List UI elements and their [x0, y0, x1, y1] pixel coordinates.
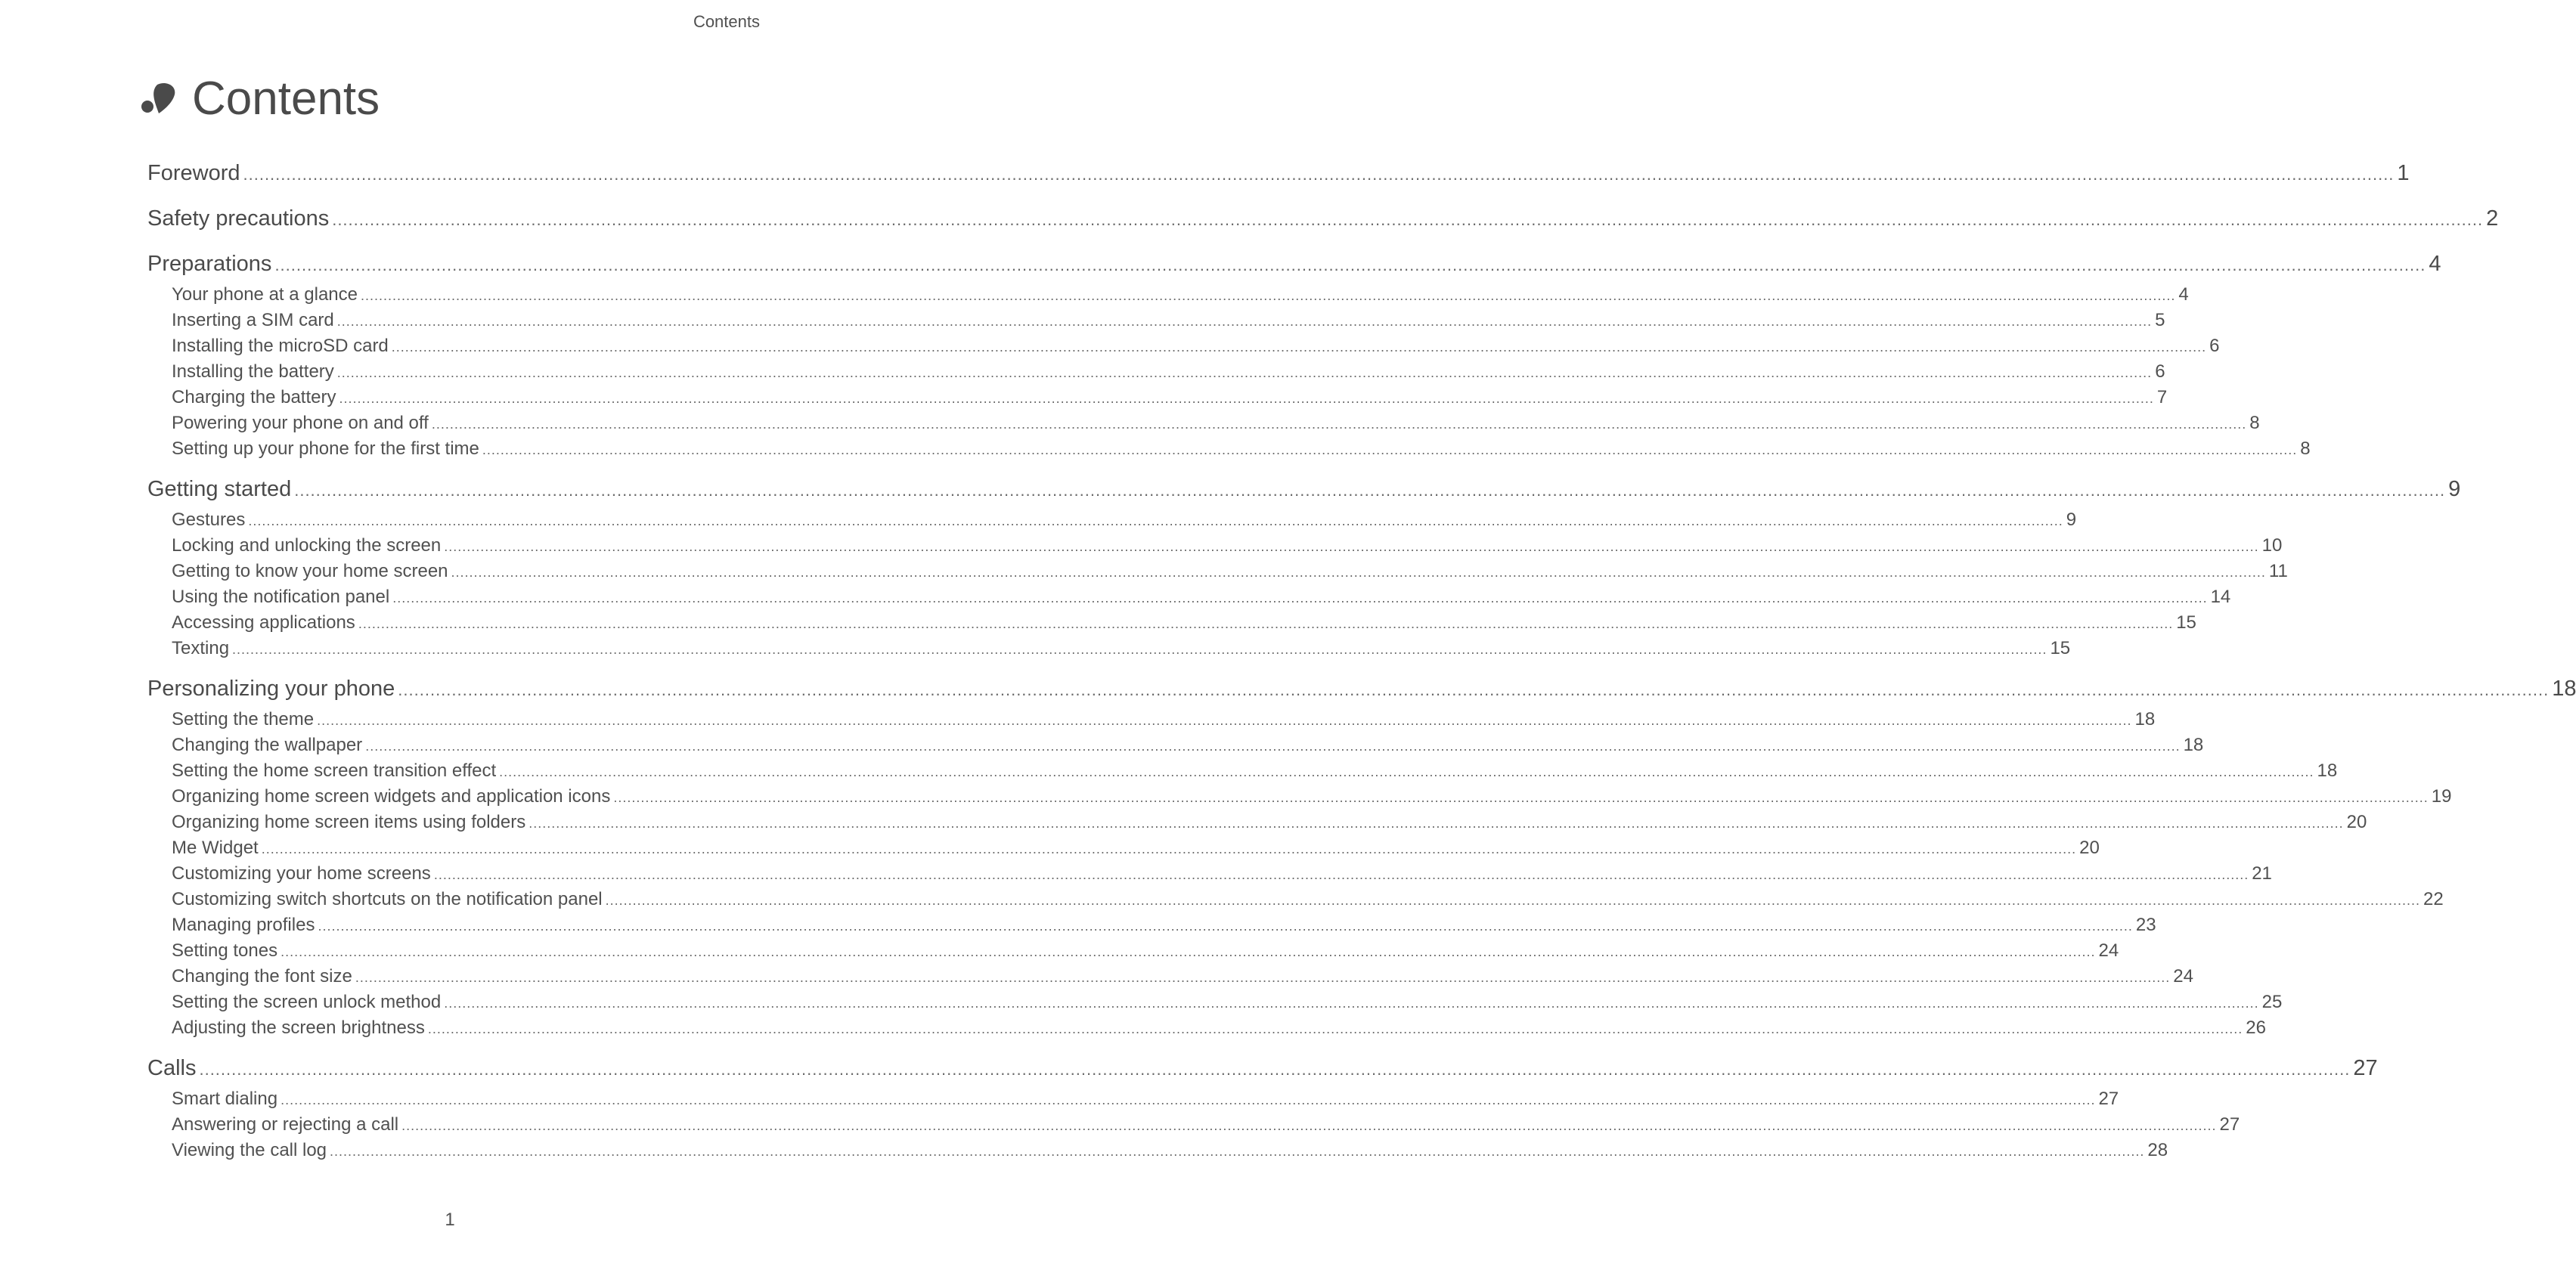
toc-leader-dots: ................................................................................................................................................................................................................................................................................................................................................................................................................ [451, 565, 2266, 580]
toc-section [147, 200, 2499, 237]
toc-entry-page: 4 [2178, 284, 2189, 305]
toc-entry-page: 21 [2252, 863, 2272, 884]
toc-section-entry[interactable] [147, 733, 2204, 758]
toc-leader-dots: ................................................................................................................................................................................................................................................................................................................................................................................................................ [605, 893, 2421, 908]
toc-entry-title: Safety precautions [147, 206, 330, 231]
toc-section-entry[interactable] [147, 410, 2260, 436]
toc-entry-page: 23 [2135, 915, 2156, 935]
toc-section [147, 671, 2576, 1041]
toc-leader-dots: ................................................................................................................................................................................................................................................................................................................................................................................................................ [330, 1144, 2145, 1159]
toc-entry-page: 8 [2300, 438, 2311, 459]
toc-leader-dots: ................................................................................................................................................................................................................................................................................................................................................................................................................ [398, 680, 2550, 699]
toc-leader-dots: ................................................................................................................................................................................................................................................................................................................................................................................................................ [444, 539, 2259, 554]
toc-chapter-entry[interactable] [147, 471, 2461, 507]
toc-entry-title: Locking and unlocking the screen [172, 535, 442, 556]
toc-section-entry[interactable] [147, 784, 2452, 810]
toc-entry-title: Customizing switch shortcuts on the notification panel [172, 889, 603, 909]
toc-leader-dots: ................................................................................................................................................................................................................................................................................................................................................................................................................ [529, 816, 2344, 831]
toc-entry-title: Installing the microSD card [172, 336, 389, 356]
toc-entry-title: Viewing the call log [172, 1140, 327, 1160]
toc-section [147, 155, 2410, 191]
toc-leader-dots: ................................................................................................................................................................................................................................................................................................................................................................................................................ [358, 616, 2174, 631]
toc-leader-dots: ................................................................................................................................................................................................................................................................................................................................................................................................................ [336, 314, 2153, 329]
toc-entry-page: 20 [2079, 838, 2100, 858]
toc-section-entry[interactable] [147, 559, 2288, 584]
toc-entry-page: 26 [2246, 1017, 2266, 1038]
toc-section-entry[interactable] [147, 1112, 2240, 1138]
toc-leader-dots: ................................................................................................................................................................................................................................................................................................................................................................................................................ [391, 339, 2207, 355]
toc-section [147, 471, 2461, 661]
toc-leader-dots: ................................................................................................................................................................................................................................................................................................................................................................................................................ [261, 841, 2077, 856]
toc-entry-page: 27 [2098, 1089, 2119, 1109]
toc-entry-title: Using the notification panel [172, 587, 390, 607]
toc-leader-dots: ................................................................................................................................................................................................................................................................................................................................................................................................................ [336, 365, 2153, 380]
toc-entry-title: Calls [147, 1056, 197, 1080]
toc-leader-dots: ................................................................................................................................................................................................................................................................................................................................................................................................................ [365, 739, 2181, 754]
toc-entry-page: 18 [2134, 709, 2156, 729]
page-title: Contents [192, 73, 380, 125]
toc-entry-title: Adjusting the screen brightness [172, 1017, 425, 1038]
toc-leader-dots: ................................................................................................................................................................................................................................................................................................................................................................................................................ [431, 417, 2247, 432]
toc-entry-title: Gestures [172, 510, 246, 530]
toc-entry-title: Personalizing your phone [147, 677, 395, 701]
toc-leader-dots: ................................................................................................................................................................................................................................................................................................................................................................................................................ [199, 1060, 2351, 1079]
toc-section-entry[interactable] [147, 308, 2165, 333]
toc-section-entry[interactable] [147, 887, 2444, 912]
toc-leader-dots: ................................................................................................................................................................................................................................................................................................................................................................................................................ [401, 1118, 2217, 1133]
toc-section [147, 1050, 2378, 1163]
toc-leader-dots: ................................................................................................................................................................................................................................................................................................................................................................................................................ [339, 391, 2154, 406]
toc-leader-dots: ................................................................................................................................................................................................................................................................................................................................................................................................................ [281, 1092, 2096, 1107]
toc-leader-dots: ................................................................................................................................................................................................................................................................................................................................................................................................................ [613, 790, 2429, 805]
toc-entry-page: 11 [2268, 561, 2288, 581]
toc-entry-page: 27 [2219, 1114, 2240, 1135]
toc-entry-page: 22 [2423, 889, 2444, 909]
toc-leader-dots: ................................................................................................................................................................................................................................................................................................................................................................................................................ [444, 996, 2259, 1011]
toc-entry-title: Charging the battery [172, 387, 336, 407]
contents-logo-icon [141, 82, 178, 116]
toc-leader-dots: ................................................................................................................................................................................................................................................................................................................................................................................................................ [248, 513, 2063, 528]
toc-entry-title: Texting [172, 638, 230, 658]
toc-entry-title: Setting tones [172, 940, 278, 961]
toc-entry-title: Inserting a SIM card [172, 310, 334, 330]
toc-entry-page: 14 [2210, 587, 2231, 607]
toc-entry-page: 5 [2155, 310, 2165, 330]
toc-section-entry[interactable] [147, 990, 2283, 1015]
toc-leader-dots: ................................................................................................................................................................................................................................................................................................................................................................................................................ [294, 481, 2446, 500]
running-header: Contents [693, 12, 760, 31]
toc-entry-page: 25 [2261, 992, 2283, 1012]
toc-entry-title: Installing the battery [172, 361, 334, 382]
toc-entry-title: Me Widget [172, 838, 259, 858]
toc-entry-title: Answering or rejecting a call [172, 1114, 399, 1135]
toc-entry-page: 6 [2209, 336, 2220, 356]
toc-leader-dots: ................................................................................................................................................................................................................................................................................................................................................................................................................ [433, 867, 2249, 882]
toc-leader-dots: ................................................................................................................................................................................................................................................................................................................................................................................................................ [392, 590, 2208, 606]
toc-section-entry[interactable] [147, 861, 2272, 887]
toc-entry-title: Changing the wallpaper [172, 735, 363, 755]
toc-entry-title: Customizing your home screens [172, 863, 431, 884]
toc-entry-page: 28 [2147, 1140, 2168, 1160]
toc-entry-page: 2 [2486, 206, 2499, 231]
toc-entry-title: Setting the theme [172, 709, 315, 729]
toc-leader-dots: ................................................................................................................................................................................................................................................................................................................................................................................................................ [427, 1021, 2243, 1036]
table-of-contents [147, 155, 2576, 1172]
toc-chapter-entry[interactable] [147, 671, 2576, 707]
toc-entry-page: 24 [2098, 940, 2119, 961]
toc-section-entry[interactable] [147, 359, 2165, 385]
toc-section-entry[interactable] [147, 436, 2311, 462]
toc-entry-title: Getting to know your home screen [172, 561, 448, 581]
toc-section-entry[interactable] [147, 810, 2367, 835]
toc-entry-page: 6 [2155, 361, 2165, 382]
toc-section-entry[interactable] [147, 385, 2168, 410]
toc-entry-page: 24 [2173, 966, 2193, 986]
toc-leader-dots: ................................................................................................................................................................................................................................................................................................................................................................................................................ [318, 918, 2133, 934]
toc-entry-page: 10 [2261, 535, 2283, 556]
toc-entry-page: 9 [2448, 477, 2461, 501]
toc-leader-dots: ................................................................................................................................................................................................................................................................................................................................................................................................................ [499, 764, 2314, 779]
toc-entry-page: 27 [2353, 1056, 2378, 1080]
toc-section-entry[interactable] [147, 1015, 2266, 1041]
toc-entry-page: 4 [2429, 252, 2441, 276]
toc-entry-title: Getting started [147, 477, 292, 501]
toc-entry-page: 9 [2066, 510, 2077, 530]
toc-chapter-entry[interactable] [147, 1050, 2378, 1086]
toc-entry-title: Managing profiles [172, 915, 315, 935]
toc-leader-dots: ................................................................................................................................................................................................................................................................................................................................................................................................................ [361, 288, 2176, 303]
toc-leader-dots: ................................................................................................................................................................................................................................................................................................................................................................................................................ [317, 713, 2132, 728]
toc-entry-page: 18 [2552, 677, 2576, 701]
toc-section-entry[interactable] [147, 1086, 2119, 1112]
toc-section-entry[interactable] [147, 333, 2220, 359]
toc-entry-page: 15 [2050, 638, 2071, 658]
toc-entry-title: Setting up your phone for the first time [172, 438, 479, 459]
toc-chapter-entry[interactable] [147, 155, 2410, 191]
toc-entry-title: Changing the font size [172, 966, 352, 986]
toc-section-entry[interactable] [147, 533, 2283, 559]
toc-entry-title: Accessing applications [172, 612, 355, 633]
toc-entry-page: 18 [2317, 760, 2338, 781]
toc-entry-page: 18 [2183, 735, 2204, 755]
toc-entry-title: Your phone at a glance [172, 284, 358, 305]
toc-entry-page: 1 [2397, 161, 2410, 185]
toc-section-entry[interactable] [147, 938, 2119, 964]
toc-leader-dots: ................................................................................................................................................................................................................................................................................................................................................................................................................ [281, 944, 2096, 959]
toc-section-entry[interactable] [147, 636, 2071, 661]
toc-entry-title: Setting the home screen transition effect [172, 760, 497, 781]
toc-entry-title: Powering your phone on and off [172, 413, 429, 433]
toc-entry-title: Setting the screen unlock method [172, 992, 442, 1012]
toc-section-entry[interactable] [147, 507, 2077, 533]
toc-entry-title: Smart dialing [172, 1089, 278, 1109]
toc-entry-page: 19 [2431, 786, 2452, 807]
toc-section-entry[interactable] [147, 912, 2156, 938]
page-number: 1 [445, 1210, 455, 1230]
toc-entry-title: Preparations [147, 252, 272, 276]
toc-entry-title: Organizing home screen widgets and application icons [172, 786, 611, 807]
toc-section-entry[interactable] [147, 282, 2189, 308]
toc-leader-dots: ................................................................................................................................................................................................................................................................................................................................................................................................................ [232, 642, 2047, 657]
toc-leader-dots: ................................................................................................................................................................................................................................................................................................................................................................................................................ [482, 442, 2298, 457]
toc-entry-page: 8 [2249, 413, 2260, 433]
toc-leader-dots: ................................................................................................................................................................................................................................................................................................................................................................................................................ [243, 165, 2395, 184]
toc-section-entry[interactable] [147, 1138, 2168, 1163]
toc-entry-page: 20 [2346, 812, 2367, 832]
title-row [141, 73, 380, 125]
toc-entry-page: 7 [2156, 387, 2168, 407]
toc-leader-dots: ................................................................................................................................................................................................................................................................................................................................................................................................................ [274, 256, 2426, 274]
toc-entry-title: Organizing home screen items using folders [172, 812, 526, 832]
toc-entry-page: 15 [2176, 612, 2196, 633]
toc-section [147, 246, 2441, 462]
toc-entry-title: Foreword [147, 161, 240, 185]
toc-leader-dots: ................................................................................................................................................................................................................................................................................................................................................................................................................ [332, 210, 2484, 229]
toc-section-entry[interactable] [147, 584, 2231, 610]
toc-section-entry[interactable] [147, 758, 2338, 784]
toc-section-entry[interactable] [147, 707, 2156, 733]
toc-chapter-entry[interactable] [147, 246, 2441, 282]
toc-section-entry[interactable] [147, 835, 2100, 861]
toc-section-entry[interactable] [147, 964, 2193, 990]
toc-section-entry[interactable] [147, 610, 2196, 636]
toc-chapter-entry[interactable] [147, 200, 2499, 237]
toc-leader-dots: ................................................................................................................................................................................................................................................................................................................................................................................................................ [355, 970, 2171, 985]
